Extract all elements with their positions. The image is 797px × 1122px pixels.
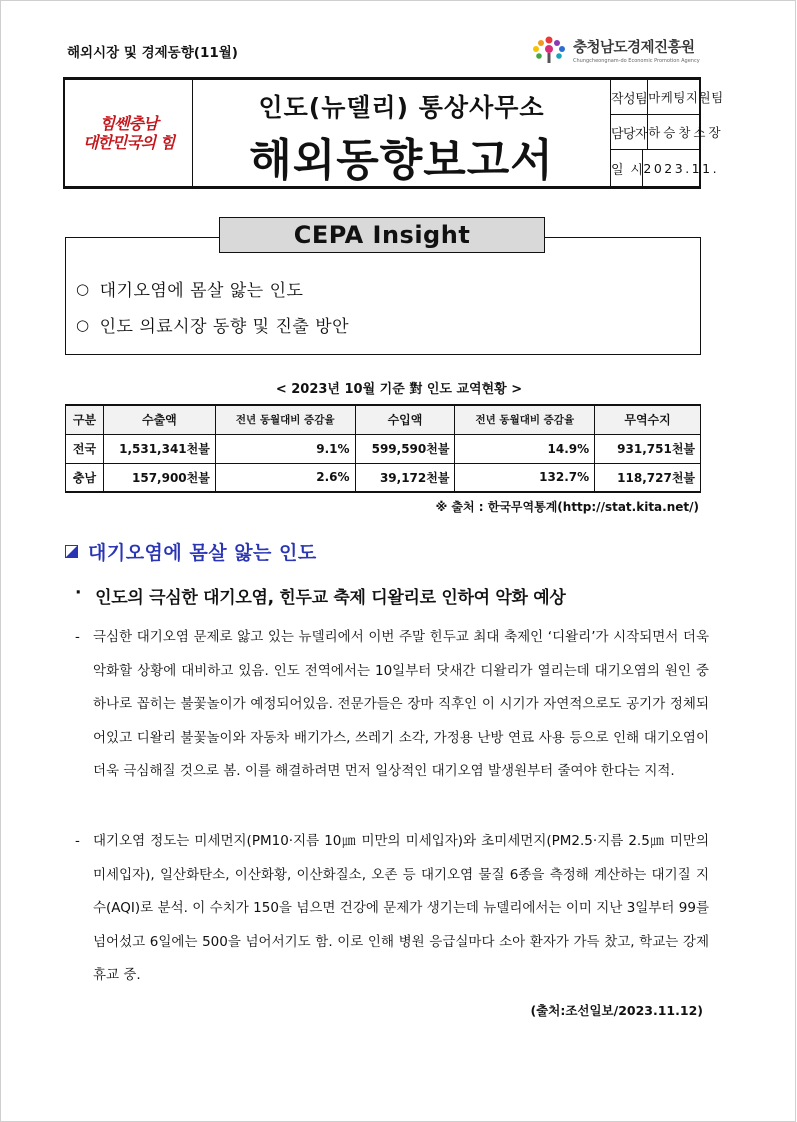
org-subtitle: Chungcheongnam-do Economic Promotion Agency (573, 58, 700, 64)
table-cell: 14.9% (455, 434, 595, 463)
section-square-icon (65, 545, 78, 558)
org-name: 충청남도경제진흥원 (573, 40, 695, 56)
slogan-line: 힘쎈충남 (99, 114, 158, 133)
paragraph-text: 대기오염 정도는 미세먼지(PM10·지름 10㎛ 미만의 미세입자)와 초미세먼지(PM2.5·지름 2.5㎛ 미만의 미세입자), 일산화탄소, 이산화황, 이산화질소, 오존 등 대기오염 물질 6종을 측정해 계산하는 대기질 지수(AQI)로 분석. 이 수치가 150을 넘으면 건강에 문제가 생기는데 뉴델리에서는 이미 지난 3일부터 99를 넘어섰고 6일에는 500을 넘어서기도 함. 이로 인해 병원 응급실마다 소아 환자가 가득 찼고, 학교는 강제 휴교 중. (93, 833, 709, 983)
table-cell: 9.1% (215, 434, 355, 463)
article-citation: (출처:조선일보/2023.11.12) (530, 1003, 703, 1018)
table-cell: 1,531,341천불 (103, 434, 215, 463)
table-cell: 599,590천불 (355, 434, 455, 463)
table-cell: 전국 (66, 434, 104, 463)
paragraph-text: 극심한 대기오염 문제로 앓고 있는 뉴델리에서 이번 주말 힌두교 최대 축제인 ‘디왈리’가 시작되면서 더욱 악화할 상황에 대비하고 있음. 인도 전역에서는 10일부터 닷새간 디왈리가 열리는데 대기오염의 원인 중 하나로 꼽히는 불꽃놀이가 예정되어있음. 전문가들은 장마 직후인 이 시기가 자연적으로도 공기가 정체되어있고 디왈리 불꽃놀이와 자동차 배기가스, 쓰레기 소각, 가정용 난방 연료 사용 등으로 인해 대기오염이 더욱 극심해질 것으로 봄. 이를 해결하려면 먼저 일상적인 대기오염 발생원부터 줄여야 한다는 지적. (93, 629, 709, 779)
info-value: 2023.11. (643, 160, 720, 176)
column-header: 무역수지 (595, 405, 701, 434)
column-header: 전년 동월대비 증감율 (455, 405, 595, 434)
info-key: 작성팀 (611, 80, 648, 114)
insight-item-label: 대기오염에 몸살 앓는 인도 (99, 281, 304, 301)
section-heading-label: 대기오염에 몸살 앓는 인도 (88, 542, 317, 564)
dash-bullet-icon: - (75, 833, 80, 849)
bullet-dot-icon: · (75, 583, 82, 603)
section-subheading-label: 인도의 극심한 대기오염, 힌두교 축제 디왈리로 인하여 악화 예상 (95, 588, 566, 608)
trade-table-caption: < 2023년 10월 기준 對 인도 교역현황 > (275, 382, 523, 397)
info-value: 마케팅지원팀 (648, 90, 724, 105)
report-title-box (63, 77, 724, 189)
circle-bullet-icon: ○ (76, 315, 90, 334)
report-name: 해외동향보고서 (249, 135, 554, 186)
insight-item (76, 276, 303, 301)
column-header: 수입액 (355, 405, 455, 434)
trade-table (65, 404, 701, 493)
report-info-table (611, 80, 724, 186)
info-key: 일 시 (611, 150, 643, 186)
section-heading (65, 538, 317, 565)
table-row (66, 434, 701, 463)
info-value: 하승창소장 (648, 125, 724, 140)
table-row (66, 463, 701, 492)
column-header: 전년 동월대비 증감율 (215, 405, 355, 434)
dash-bullet-icon: - (75, 629, 80, 645)
table-cell: 132.7% (455, 463, 595, 492)
info-row-manager (611, 115, 724, 150)
table-cell: 931,751천불 (595, 434, 701, 463)
table-cell: 39,172천불 (355, 463, 455, 492)
table-header-row (66, 405, 701, 434)
info-key: 담당자 (611, 115, 648, 149)
trade-source: ※ 출처 : 한국무역통계(http://stat.kita.net/) (435, 500, 699, 514)
table-cell: 157,900천불 (103, 463, 215, 492)
report-title (193, 80, 611, 186)
column-header: 수출액 (103, 405, 215, 434)
info-row-team (611, 80, 724, 115)
table-cell: 충남 (66, 463, 104, 492)
info-row-date (611, 150, 720, 186)
slogan-line: 대한민국의 힘 (82, 133, 175, 152)
table-cell: 2.6% (215, 463, 355, 492)
slogan-logo (65, 80, 193, 186)
table-cell: 118,727천불 (595, 463, 701, 492)
section-subheading (75, 583, 565, 608)
org-brand (529, 35, 700, 65)
office-name: 인도(뉴델리) 통상사무소 (258, 93, 545, 122)
body-paragraph (75, 825, 709, 993)
body-paragraph (75, 621, 709, 789)
insight-title: CEPA Insight (219, 217, 545, 253)
report-category: 해외시장 및 경제동향(11월) (67, 45, 238, 61)
insight-item (76, 312, 349, 337)
column-header: 구분 (66, 405, 104, 434)
insight-box (65, 237, 701, 355)
insight-item-label: 인도 의료시장 동향 및 진출 방안 (99, 317, 350, 337)
circle-bullet-icon: ○ (76, 279, 90, 298)
org-logo-icon (529, 35, 569, 65)
